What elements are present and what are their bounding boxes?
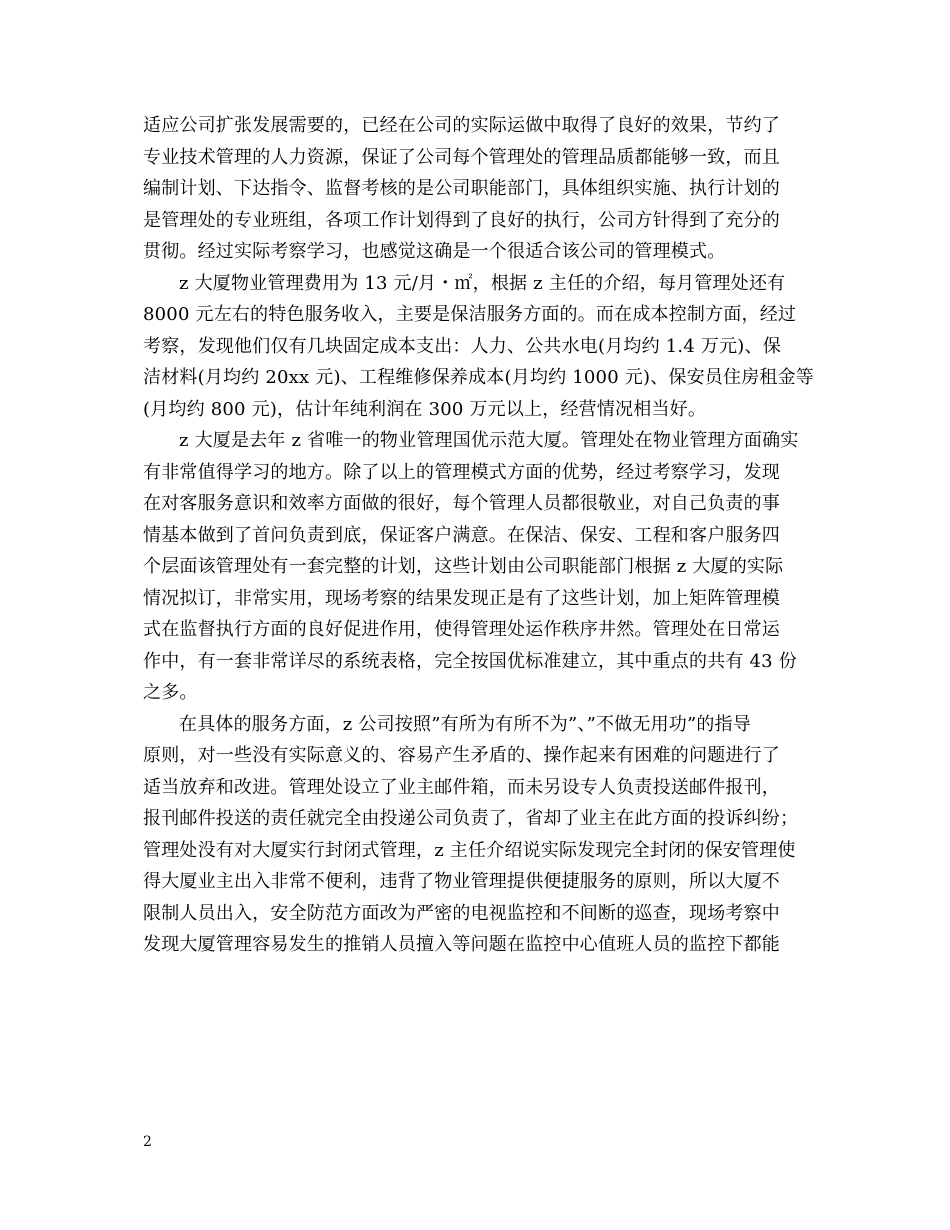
text-line: z 大厦物业管理费用为 13 元/月・㎡，根据 z 主任的介绍，每月管理处还有 <box>179 272 786 294</box>
text-line: 适应公司扩张发展需要的，已经在公司的实际运做中取得了良好的效果，节约了 <box>143 115 780 136</box>
text-line: 有非常值得学习的地方。除了以上的管理模式方面的优势，经过考察学习，发现 <box>143 461 780 483</box>
text-line: 专业技术管理的人力资源，保证了公司每个管理处的管理品质都能够一致，而且 <box>143 146 780 168</box>
paragraph <box>143 110 809 268</box>
text-line: 原则，对一些没有实际意义的、容易产生矛盾的、操作起来有困难的问题进行了 <box>143 745 780 766</box>
text-line: 情基本做到了首问负责到底，保证客户满意。在保洁、保安、工程和客户服务四 <box>143 524 780 546</box>
text-line: 报刊邮件投送的责任就完全由投递公司负责了，省却了业主在此方面的投诉纠纷； <box>143 808 799 829</box>
document-body <box>143 110 814 961</box>
text-line: z 大厦是去年 z 省唯一的物业管理国优示范大厦。管理处在物业管理方面确实 <box>179 430 799 451</box>
text-line: 贯彻。经过实际考察学习，也感觉这确是一个很适合该公司的管理模式。 <box>143 241 726 262</box>
text-line: 编制计划、下达指令、监督考核的是公司职能部门，具体组织实施、执行计划的 <box>143 178 780 199</box>
text-line: 限制人员出入，安全防范方面改为严密的电视监控和不间断的巡查，现场考察中 <box>143 902 780 924</box>
text-line: 式在监督执行方面的良好促进作用，使得管理处运作秩序井然。管理处在日常运 <box>143 619 780 640</box>
text-line: 发现大厦管理容易发生的推销人员擅入等问题在监控中心值班人员的监控下都能 <box>143 934 780 955</box>
text-line: 是管理处的专业班组，各项工作计划得到了良好的执行，公司方针得到了充分的 <box>143 209 780 231</box>
paragraph <box>143 709 809 961</box>
text-line: 考察，发现他们仅有几块固定成本支出：人力、公共水电(月均约 1.4 万元)、保 <box>143 335 781 357</box>
text-line: 在具体的服务方面，z 公司按照”有所为有所不为”、”不做无用功”的指导 <box>179 713 752 735</box>
paragraph <box>143 425 809 709</box>
text-line: 个层面该管理处有一套完整的计划，这些计划由公司职能部门根据 z 大厦的实际 <box>143 556 784 577</box>
paragraph <box>143 268 814 426</box>
text-line: 洁材料(月均约 20xx 元)、工程维修保养成本(月均约 1000 元)、保安员住房租金等 <box>143 367 814 388</box>
text-line: 8000 元左右的特色服务收入，主要是保洁服务方面的。而在成本控制方面，经过 <box>143 304 797 325</box>
text-line: 作中，有一套非常详尽的系统表格，完全按国优标准建立，其中重点的共有 43 份 <box>143 650 797 672</box>
text-line: 在对客服务意识和效率方面做的很好，每个管理人员都很敬业，对自己负责的事 <box>143 493 780 514</box>
text-line: 之多。 <box>143 682 198 703</box>
page-number: 2 <box>143 1134 152 1150</box>
text-line: 管理处没有对大厦实行封闭式管理，z 主任介绍说实际发现完全封闭的保安管理使 <box>143 839 796 861</box>
text-line: 得大厦业主出入非常不便利，违背了物业管理提供便捷服务的原则，所以大厦不 <box>143 871 780 892</box>
text-line: (月均约 800 元)，估计年纯利润在 300 万元以上，经营情况相当好。 <box>143 398 707 420</box>
text-line: 适当放弃和改进。管理处设立了业主邮件箱，而未另设专人负责投送邮件报刊， <box>143 776 780 798</box>
text-line: 情况拟订，非常实用，现场考察的结果发现正是有了这些计划，加上矩阵管理模 <box>143 587 780 609</box>
